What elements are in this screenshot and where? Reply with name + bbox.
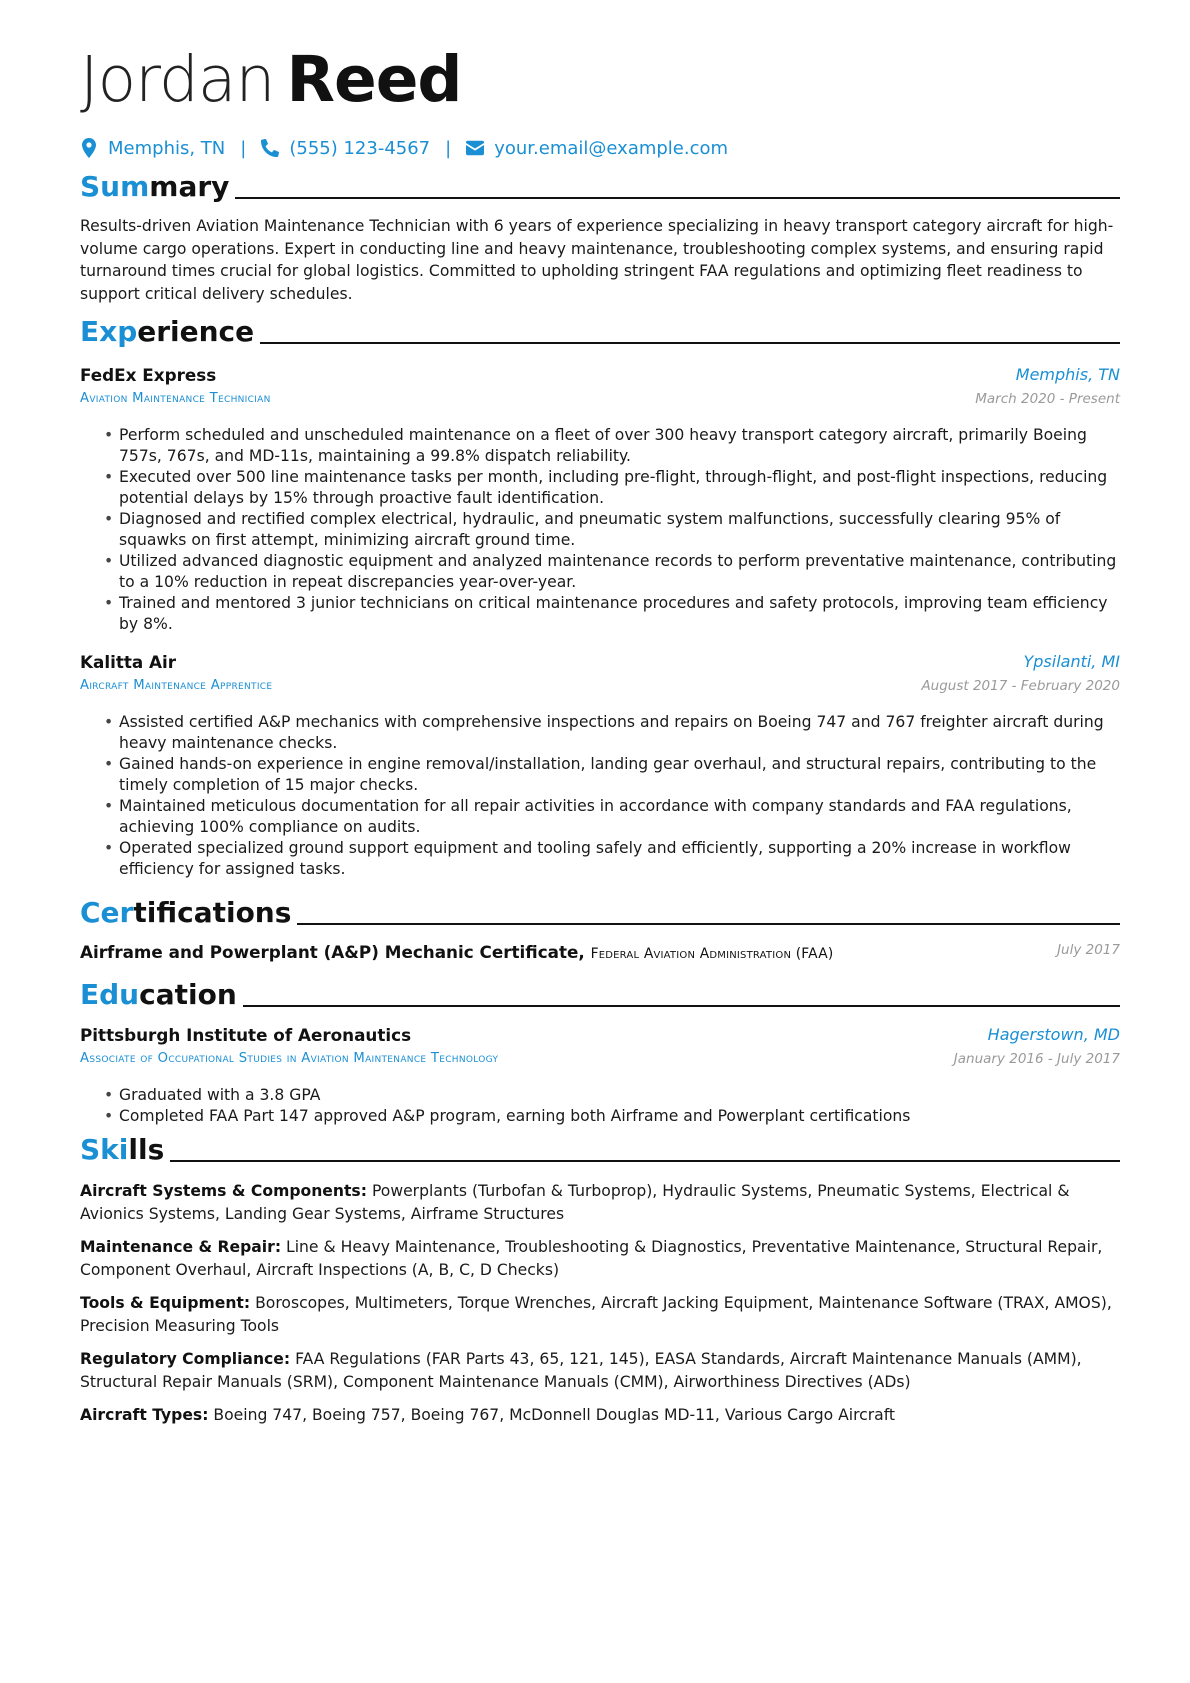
certification-date: July 2017	[1057, 942, 1120, 958]
experience-heading: Experience	[80, 315, 1120, 349]
certification-item: Airframe and Powerplant (A&P) Mechanic Certificate, Federal Aviation Administration (FAA) July 2017	[80, 942, 1120, 962]
envelope-icon	[466, 140, 484, 156]
certifications-heading: Certifications	[80, 896, 1120, 930]
company-name: Kalitta Air	[80, 652, 177, 672]
job-title: Aviation Maintenance Technician	[80, 391, 271, 406]
phone-link[interactable]: (555) 123-4567	[289, 137, 431, 159]
skill-label: Maintenance & Repair:	[80, 1238, 282, 1256]
school-name: Pittsburgh Institute of Aeronautics	[80, 1025, 412, 1045]
degree-name: Associate of Occupational Studies in Aviation Maintenance Technology	[80, 1051, 499, 1066]
phone-icon	[261, 138, 279, 158]
list-item: • Operated specialized ground support equipment and tooling safely and efficiently, supporting a 20% increase in workflow efficiency for assigned tasks.	[104, 839, 1071, 878]
section-rule	[297, 923, 1120, 925]
education-heading: Education	[80, 978, 1120, 1012]
list-item: • Maintained meticulous documentation for all repair activities in accordance with company standards and FAA regulations, achieving 100% compliance on audits.	[104, 797, 1072, 836]
list-item: • Trained and mentored 3 junior technicians on critical maintenance procedures and safety protocols, improving team efficiency by 8%.	[104, 594, 1108, 633]
skill-group	[80, 1348, 1120, 1393]
skill-label: Tools & Equipment:	[80, 1294, 251, 1312]
skill-label: Aircraft Types:	[80, 1406, 209, 1424]
company-name: FedEx Express	[80, 365, 217, 385]
list-item: • Graduated with a 3.8 GPA	[104, 1086, 321, 1104]
section-rule	[260, 342, 1120, 344]
job-dates: March 2020 - Present	[975, 391, 1120, 407]
education-bullets	[80, 1085, 1120, 1127]
skill-group	[80, 1404, 1120, 1427]
education-subheader	[80, 1051, 1120, 1071]
location-text: Memphis, TN	[108, 137, 226, 159]
job-header	[80, 652, 1120, 674]
education-dates: January 2016 - July 2017	[953, 1051, 1120, 1067]
skill-group	[80, 1236, 1120, 1281]
job-location: Ypsilanti, MI	[1023, 652, 1120, 671]
contact-bar	[80, 134, 728, 162]
certification-name: Airframe and Powerplant (A&P) Mechanic Certificate	[80, 942, 579, 962]
education-header	[80, 1025, 1120, 1047]
skill-text: Powerplants (Turbofan & Turboprop), Hydraulic Systems, Pneumatic Systems, Electrical & Avionics Systems, Landing Gear Systems, Airframe Structures	[80, 1182, 1070, 1223]
job-dates: August 2017 - February 2020	[921, 678, 1120, 694]
contact-separator: |	[240, 137, 247, 159]
job-bullets	[80, 425, 1120, 635]
list-item: • Perform scheduled and unscheduled maintenance on a fleet of over 300 heavy transport category aircraft, primarily Boeing 757s, 767s, and MD-11s, maintaining a 99.8% dispatch reliability.	[104, 426, 1087, 465]
list-item: • Diagnosed and rectified complex electrical, hydraulic, and pneumatic system malfunctions, successfully clearing 95% of squawks on first attempt, minimizing aircraft ground time.	[104, 510, 1061, 549]
map-marker-icon	[80, 138, 98, 158]
section-rule	[170, 1160, 1120, 1162]
job-subheader	[80, 678, 1120, 698]
email-link[interactable]: your.email@example.com	[494, 137, 729, 159]
list-item: • Utilized advanced diagnostic equipment and analyzed maintenance records to perform preventative maintenance, contributing to a 10% reduction in repeat discrepancies year-over-year.	[104, 552, 1117, 591]
skill-text: Boroscopes, Multimeters, Torque Wrenches, Aircraft Jacking Equipment, Maintenance Software (TRAX, AMOS), Precision Measuring Tools	[80, 1294, 1112, 1335]
school-location: Hagerstown, MD	[987, 1025, 1120, 1044]
job-subheader	[80, 391, 1120, 411]
job-location: Memphis, TN	[1015, 365, 1120, 384]
list-item: • Gained hands-on experience in engine removal/installation, landing gear overhaul, and structural repairs, contributing to the timely completion of 15 major checks.	[104, 755, 1097, 794]
summary-heading: Summary	[80, 170, 1120, 204]
skill-label: Aircraft Systems & Components:	[80, 1182, 367, 1200]
contact-separator: |	[445, 137, 452, 159]
skill-text: Boeing 747, Boeing 757, Boeing 767, McDonnell Douglas MD-11, Various Cargo Aircraft	[213, 1406, 896, 1424]
skill-label: Regulatory Compliance:	[80, 1350, 291, 1368]
candidate-name	[80, 40, 462, 120]
section-rule	[243, 1005, 1120, 1007]
certification-issuer: Federal Aviation Administration (FAA)	[590, 946, 834, 962]
list-item: • Completed FAA Part 147 approved A&P program, earning both Airframe and Powerplant certifications	[104, 1107, 911, 1125]
job-bullets	[80, 712, 1120, 880]
job-header	[80, 365, 1120, 387]
skill-group	[80, 1292, 1120, 1337]
last-name: Reed	[286, 43, 462, 116]
skills-heading: Skills	[80, 1133, 1120, 1167]
section-rule	[235, 197, 1120, 199]
first-name: Jordan	[80, 43, 275, 116]
job-title: Aircraft Maintenance Apprentice	[80, 678, 273, 693]
skill-text: Line & Heavy Maintenance, Troubleshooting & Diagnostics, Preventative Maintenance, Structural Repair, Component Overhaul, Aircraft Inspections (A, B, C, D Checks)	[80, 1238, 1103, 1279]
list-item: • Executed over 500 line maintenance tasks per month, including pre-flight, through-flight, and post-flight inspections, reducing potential delays by 15% through proactive fault identification.	[104, 468, 1108, 507]
skill-text: FAA Regulations (FAR Parts 43, 65, 121, 145), EASA Standards, Aircraft Maintenance Manuals (AMM), Structural Repair Manuals (SRM), Component Maintenance Manuals (CMM), Airworthiness Directives (ADs)	[80, 1350, 1082, 1391]
summary-text: Results-driven Aviation Maintenance Technician with 6 years of experience specializing in heavy transport category aircraft for high-volume cargo operations. Expert in conducting line and heavy maintenance, troubleshooting complex systems, and ensuring rapid turnaround times crucial for global logistics. Committed to upholding stringent FAA regulations and optimizing fleet readiness to support critical delivery schedules.	[80, 217, 1114, 303]
list-item: • Assisted certified A&P mechanics with comprehensive inspections and repairs on Boeing 747 and 767 freighter aircraft during heavy maintenance checks.	[104, 713, 1104, 752]
skill-group	[80, 1180, 1120, 1225]
